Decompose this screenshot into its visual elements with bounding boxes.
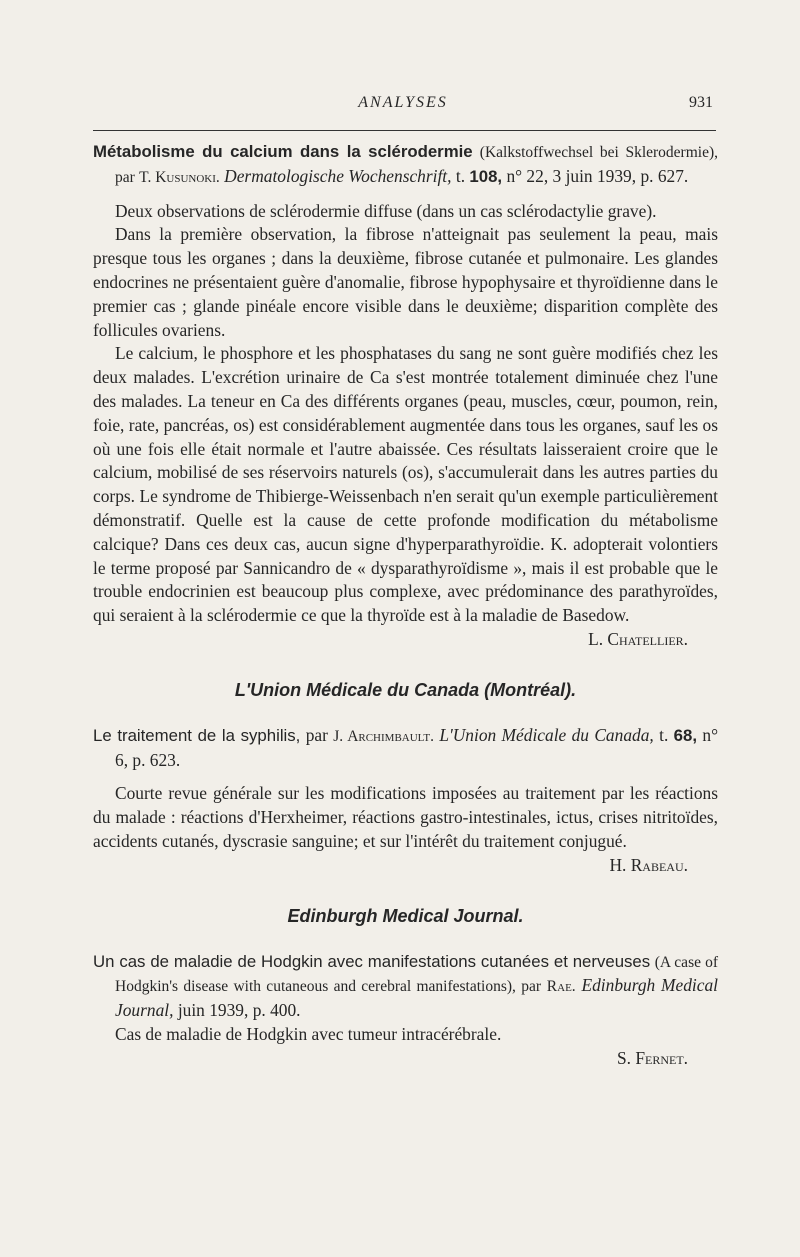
article1-paragraph-3: Le calcium, le phosphore et les phosphatases du sang ne sont guère modifiés chez les deux malades. L'excrétion urinaire de Ca s'est montrée totalement diminuée chez l'une des malades. La teneur en Ca des différents organes (peau, muscles, cœur, poumon, rein, foie, rate, pancréas, os) est considérablement augmentée dans tous les organes, sauf les os où une fois elle était normale et l'autre abaissée. Ces résultats laisseraient croire que le calcium, mobilisé de ses réservoirs naturels (os), s'accumulerait dans les autres parties du corps. Le syndrome de Thibierge-Weissenbach n'en serait qu'un exemple particulièrement démonstratif. Quelle est la cause de cette profonde modification du métabolisme calcique? Dans ces deux cas, aucun signe d'hyperparathyroïdie. K. adopterait volontiers le terme proposé par Sannicandro de « dysparathyroïdisme », mais il est probable que le trouble endocrinien est beaucoup plus complexe, avec prédominance des parathyroïdes, qui seraient à la sclérodermie ce que la thyroïde est à la maladie de Basedow. [93, 343, 718, 626]
section2-journal-heading: L'Union Médicale du Canada (Montréal). [234, 679, 577, 700]
article1-subtitle: (Kalkstoffwechsel bei Sklerodermie), par [115, 144, 718, 186]
running-title: ANALYSES [358, 94, 448, 111]
article2-citation [93, 724, 718, 773]
article3-subtitle: (A case of Hodgkin's disease with cutaneous and cerebral manifestations), par [115, 953, 718, 996]
article1-paragraph-2: Dans la première observation, la fibrose n'atteignait pas seulement la peau, mais presque tous les organes ; dans la deuxième, fibrose cutanée et pulmonaire. Les glandes endocrines ne présentaient guère d'anomalie, fibrose hypophysaire et thyroïdienne dans le premier cas ; glande pinéale encore visible dans le deuxième; disparition complète des follicules ovariens. [93, 224, 718, 340]
article1-citation [93, 140, 718, 190]
article2-issue: n° 6, p. 623. [115, 724, 719, 770]
article3-author: Rae. [546, 978, 576, 996]
article1-author: T. Kusunoki. [139, 168, 220, 186]
article1-signature: L. Chatellier. [588, 628, 688, 649]
article2-signature: H. Rabeau. [609, 854, 688, 875]
article3-signature: S. Fernet. [616, 1047, 688, 1068]
article2-paragraph: Courte revue générale sur les modifications imposées au traitement par les réactions du malade : réactions d'Herxheimer, réactions gastro-intestinales, ictus, crises nitritoïdes, accidents cutanés, dyscrasie sanguine; et sur l'intérêt du traitement conjugué. [93, 783, 718, 851]
article3-paragraph: Cas de maladie de Hodgkin avec tumeur intracérébrale. [115, 1023, 502, 1044]
article3-issue: juin 1939, p. 400. [177, 1000, 301, 1021]
article1-vol: 108, [469, 166, 503, 186]
article2-author: J. Archimbault. [333, 727, 434, 745]
article1-issue: n° 22, 3 juin 1939, p. 627. [506, 165, 689, 186]
article2-by: par [305, 724, 328, 745]
article3-journal: Edinburgh Medical Journal, [115, 975, 718, 1021]
article1-paragraph-1: Deux observations de sclérodermie diffuse (dans un cas sclérodactylie grave). [115, 200, 657, 221]
section3-journal-heading: Edinburgh Medical Journal. [287, 905, 524, 926]
page-content [93, 140, 718, 1071]
article2-vol: 68, [673, 725, 698, 745]
running-head [93, 94, 713, 118]
article1-journal: Dermatologische Wochenschrift, [224, 165, 452, 186]
article1-vol-prefix: t. [455, 165, 466, 186]
article3-title: Un cas de maladie de Hodgkin avec manifestations cutanées et nerveuses [93, 951, 651, 971]
header-rule [93, 130, 716, 131]
article2-title: Le traitement de la syphilis, [93, 725, 301, 745]
article1-title: Métabolisme du calcium dans la sclérodermie [93, 142, 473, 161]
page-number: 931 [689, 94, 713, 111]
article2-journal: L'Union Médicale du Canada, [439, 724, 654, 745]
article2-vol-prefix: t. [659, 724, 669, 745]
article3-citation [93, 950, 718, 1023]
